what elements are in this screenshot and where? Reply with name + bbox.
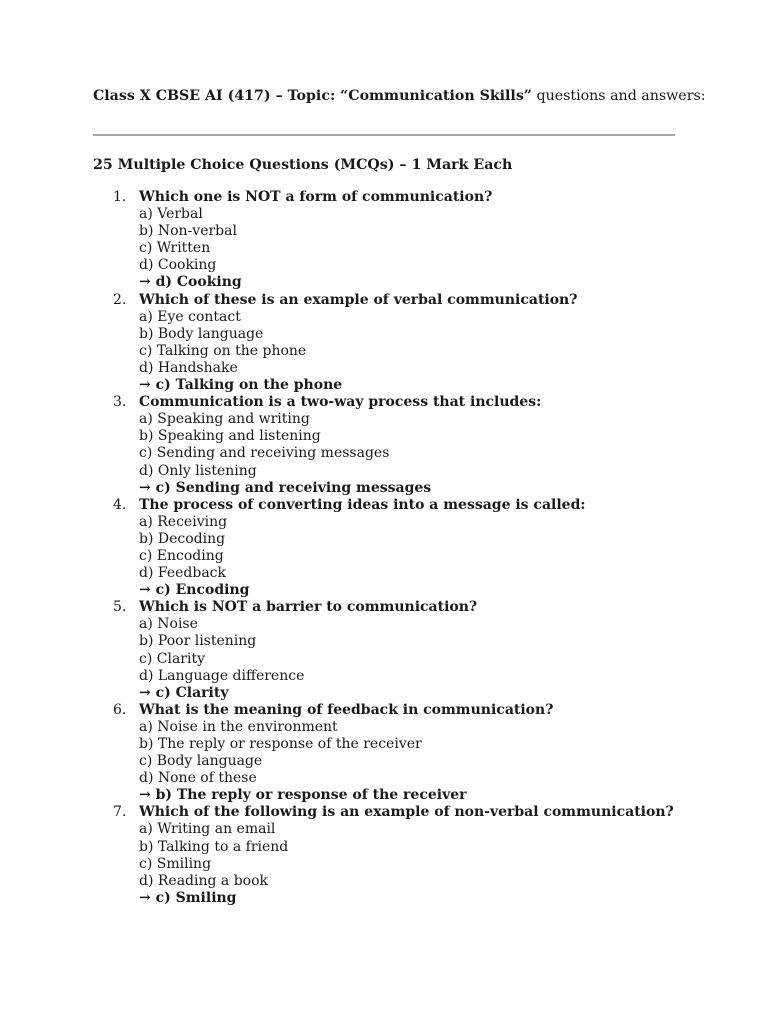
answer-option: c) Talking on the phone [139,342,307,359]
answer-option: c) Written [139,240,211,257]
answer-option: d) Reading a book [139,872,269,889]
correct-answer: → d) Cooking [139,274,242,291]
answer-option: a) Speaking and writing [139,411,310,428]
answer-option: d) Handshake [139,359,238,376]
answer-option: b) Talking to a friend [139,838,289,855]
question-number: 2. [113,291,127,308]
question-text: Which of the following is an example of non-verbal communication? [139,804,674,821]
answer-option: a) Noise in the environment [139,718,338,735]
answer-option: d) Language difference [139,667,305,684]
question-item-7 [0,804,768,907]
question-item-4 [0,497,768,600]
answer-option: d) Only listening [139,462,257,479]
question-number: 1. [113,189,127,205]
horizontal-divider [93,134,675,136]
document-title [93,86,706,106]
document-title-topic: Class X CBSE AI (417) – Topic: “Communication Skills” [93,88,532,104]
answer-option: b) Poor listening [139,633,257,650]
correct-answer: → c) Smiling [139,889,237,906]
question-text: Which of these is an example of verbal communication? [139,291,578,308]
answer-option: c) Body language [139,753,263,770]
question-item-5 [0,599,768,702]
answer-option: b) Non-verbal [139,223,237,240]
answer-option: a) Receiving [139,513,228,530]
correct-answer: → c) Clarity [139,684,229,701]
correct-answer: → b) The reply or response of the receiver [139,787,467,804]
question-item-2 [0,292,768,395]
question-number: 6. [113,701,127,718]
correct-answer: → c) Encoding [139,582,250,599]
correct-answer: → c) Talking on the phone [139,377,343,394]
question-list [0,189,768,907]
answer-option: c) Smiling [139,855,212,872]
answer-option: c) Sending and receiving messages [139,445,390,462]
document-title-suffix: questions and answers: [531,88,706,104]
answer-option: b) Speaking and listening [139,428,321,445]
answer-option: d) Feedback [139,565,226,582]
question-item-1 [0,189,768,292]
question-text: What is the meaning of feedback in communication? [139,701,554,718]
section-heading: 25 Multiple Choice Questions (MCQs) – 1 Mark Each [93,157,513,173]
question-item-3 [0,394,768,497]
question-number: 7. [113,804,127,821]
question-number: 3. [113,394,127,411]
question-number: 5. [113,599,127,616]
question-text: The process of converting ideas into a message is called: [139,496,586,513]
answer-option: d) None of these [139,770,257,787]
answer-option: b) The reply or response of the receiver [139,736,422,752]
answer-option: b) Decoding [139,530,226,547]
question-number: 4. [113,496,127,513]
answer-option: a) Writing an email [139,821,276,838]
answer-option: a) Noise [139,616,198,633]
answer-option: a) Eye contact [139,308,241,325]
answer-option: b) Body language [139,325,264,342]
question-item-6 [0,702,768,805]
question-text: Which one is NOT a form of communication? [139,189,493,205]
answer-option: d) Cooking [139,257,217,274]
question-text: Communication is a two-way process that includes: [139,394,542,411]
answer-option: c) Clarity [139,650,205,667]
correct-answer: → c) Sending and receiving messages [139,479,432,496]
question-text: Which is NOT a barrier to communication? [139,599,478,616]
answer-option: a) Verbal [139,206,203,223]
answer-option: c) Encoding [139,547,224,564]
